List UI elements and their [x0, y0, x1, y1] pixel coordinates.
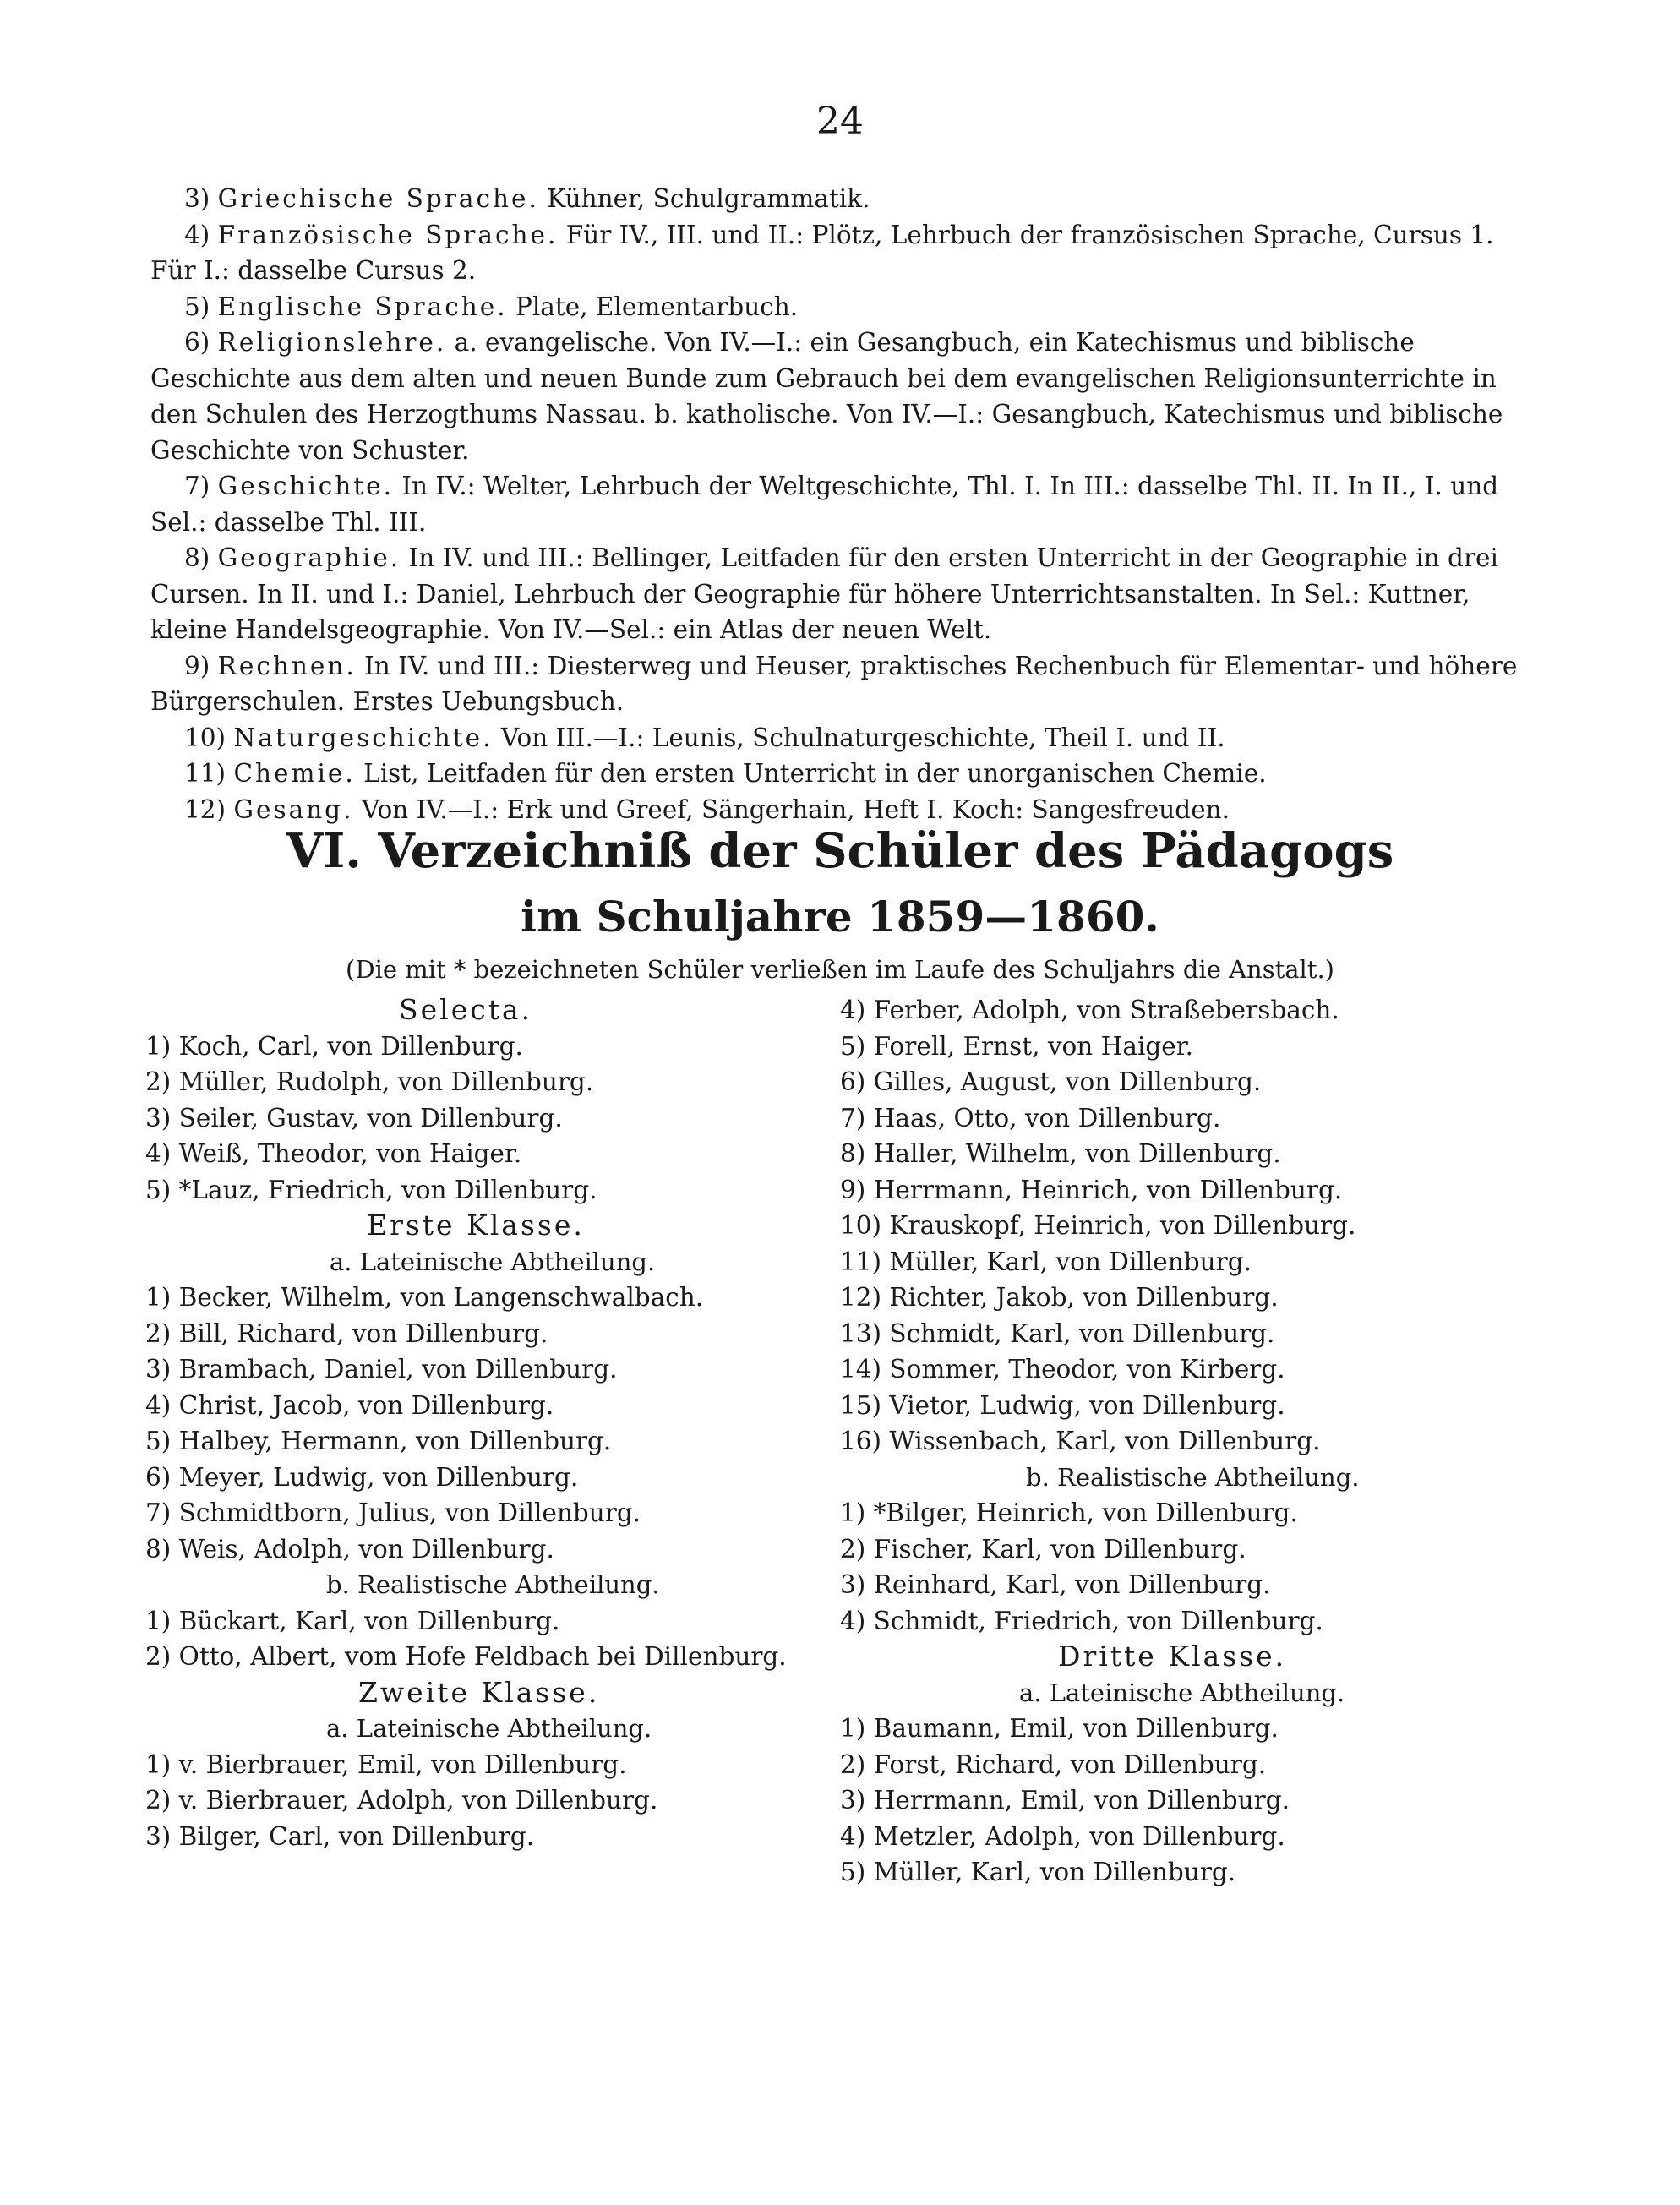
list-item: 16) Wissenbach, Karl, von Dillenburg. — [840, 1427, 1321, 1455]
list-item: 2) v. Bierbrauer, Adolph, von Dillenburg. — [145, 1786, 658, 1815]
subject-entry: 8) Geographie. In IV. und III.: Bellinger, Leitfaden für den ersten Unterricht in der Geographie in drei Cursen. In II. und I.: Daniel, Lehrbuch der Geographie für höhere Unterrichtsanstalten. In Sel.: Kuttner, kleine Handelsgeographie. Von IV.—Sel.: ein Atlas der neuen Welt. — [150, 543, 1498, 644]
list-item: 15) Vietor, Ludwig, von Dillenburg. — [840, 1390, 1285, 1420]
list-item: 4) Weiß, Theodor, von Haiger. — [145, 1139, 522, 1168]
class-title-erste: Erste Klasse. — [367, 1209, 585, 1242]
list-item: 14) Sommer, Theodor, von Kirberg. — [840, 1355, 1285, 1384]
class-title-selecta: Selecta. — [399, 993, 533, 1026]
subject-entry: 6) Religionslehre. a. evangelische. Von IV.—I.: ein Gesangbuch, ein Katechismus und biblische Geschichte aus dem alten und neuen Bunde zum Gebrauch bei dem evangelischen Religionsunterrichte in den Schulen des Herzogthums Nassau. b. katholische. Von IV.—I.: Gesangbuch, Katechismus und biblische Geschichte von Schuster. — [150, 328, 1503, 465]
list-item: 4) Schmidt, Friedrich, von Dillenburg. — [840, 1606, 1323, 1635]
list-item: 3) Bilger, Carl, von Dillenburg. — [145, 1821, 535, 1851]
division-title: a. Lateinische Abtheilung. — [1019, 1678, 1345, 1707]
list-item: 2) Bill, Richard, von Dillenburg. — [145, 1318, 548, 1348]
subject-entry: 10) Naturgeschichte. Von III.—I.: Leunis, Schulnaturgeschichte, Theil I. und II. — [184, 723, 1225, 752]
list-item: 4) Christ, Jacob, von Dillenburg. — [145, 1390, 554, 1420]
subject-entry: 3) Griechische Sprache. Kühner, Schulgrammatik. — [184, 184, 870, 213]
list-item: 7) Schmidtborn, Julius, von Dillenburg. — [145, 1498, 641, 1527]
division-title: a. Lateinische Abtheilung. — [330, 1247, 656, 1276]
list-item: 7) Haas, Otto, von Dillenburg. — [840, 1103, 1221, 1133]
subject-entry: 11) Chemie. List, Leitfaden für den ersten Unterricht in der unorganischen Chemie. — [184, 759, 1267, 788]
list-item: 2) Fischer, Karl, von Dillenburg. — [840, 1534, 1246, 1564]
list-item: 3) Brambach, Daniel, von Dillenburg. — [145, 1355, 618, 1384]
subject-entry: 5) Englische Sprache. Plate, Elementarbuch. — [184, 292, 799, 321]
list-item: 4) Ferber, Adolph, von Straßebersbach. — [840, 996, 1339, 1024]
list-item: 1) v. Bierbrauer, Emil, von Dillenburg. — [145, 1749, 627, 1779]
list-item: 8) Haller, Wilhelm, von Dillenburg. — [840, 1139, 1281, 1168]
list-item: 11) Müller, Karl, von Dillenburg. — [840, 1247, 1252, 1276]
list-item: 10) Krauskopf, Heinrich, von Dillenburg. — [840, 1211, 1356, 1240]
list-item: 4) Metzler, Adolph, von Dillenburg. — [840, 1821, 1285, 1851]
textbook-list — [150, 181, 1526, 827]
list-item: 9) Herrmann, Heinrich, von Dillenburg. — [840, 1175, 1343, 1204]
list-item: 5) *Lauz, Friedrich, von Dillenburg. — [145, 1175, 597, 1204]
list-item: 2) Otto, Albert, vom Hofe Feldbach bei Dillenburg. — [145, 1642, 787, 1671]
division-title: b. Realistische Abtheilung. — [326, 1570, 660, 1599]
section-heading: VI. Verzeichniß der Schüler des Pädagogs — [286, 823, 1394, 879]
list-item: 3) Herrmann, Emil, von Dillenburg. — [840, 1786, 1290, 1815]
list-item: 2) Müller, Rudolph, von Dillenburg. — [145, 1067, 594, 1096]
list-item: 12) Richter, Jakob, von Dillenburg. — [840, 1283, 1279, 1312]
list-item: 1) *Bilger, Heinrich, von Dillenburg. — [840, 1498, 1298, 1527]
page-number: 24 — [816, 100, 864, 143]
list-item: 6) Gilles, August, von Dillenburg. — [840, 1067, 1262, 1096]
subject-entry: 9) Rechnen. In IV. und III.: Diesterweg und Heuser, praktisches Rechenbuch für Elementar- und höhere Bürgerschulen. Erstes Uebungsbuch. — [150, 651, 1518, 716]
section-subheading: im Schuljahre 1859—1860. — [521, 892, 1159, 941]
division-title: a. Lateinische Abtheilung. — [326, 1714, 652, 1743]
subject-entry: 4) Französische Sprache. Für IV., III. und II.: Plötz, Lehrbuch der französischen Sprache, Cursus 1. Für I.: dasselbe Cursus 2. — [150, 220, 1494, 285]
list-item: 5) Forell, Ernst, von Haiger. — [840, 1031, 1193, 1061]
class-title-dritte: Dritte Klasse. — [1058, 1640, 1287, 1673]
list-item: 3) Seiler, Gustav, von Dillenburg. — [145, 1103, 563, 1133]
list-item: 2) Forst, Richard, von Dillenburg. — [840, 1749, 1267, 1779]
list-item: 1) Baumann, Emil, von Dillenburg. — [840, 1714, 1279, 1743]
division-title: b. Realistische Abtheilung. — [1026, 1462, 1360, 1492]
right-column — [840, 992, 1533, 1891]
list-item: 8) Weis, Adolph, von Dillenburg. — [145, 1534, 554, 1564]
subject-entry: 12) Gesang. Von IV.—I.: Erk und Greef, Sängerhain, Heft I. Koch: Sangesfreuden. — [184, 794, 1230, 824]
list-item: 13) Schmidt, Karl, von Dillenburg. — [840, 1318, 1275, 1348]
list-item: 1) Becker, Wilhelm, von Langenschwalbach. — [145, 1283, 704, 1312]
list-item: 3) Reinhard, Karl, von Dillenburg. — [840, 1570, 1271, 1599]
list-item: 5) Müller, Karl, von Dillenburg. — [840, 1858, 1236, 1886]
left-column — [145, 992, 838, 1854]
class-title-zweite: Zweite Klasse. — [358, 1675, 600, 1709]
list-item: 1) Bückart, Karl, von Dillenburg. — [145, 1606, 560, 1635]
list-item: 6) Meyer, Ludwig, von Dillenburg. — [145, 1462, 579, 1492]
list-item: 1) Koch, Carl, von Dillenburg. — [145, 1031, 523, 1061]
subject-entry: 7) Geschichte. In IV.: Welter, Lehrbuch der Weltgeschichte, Thl. I. In III.: dasselbe Thl. II. In II., I. und Sel.: dasselbe Thl. III. — [150, 472, 1499, 537]
section-note: (Die mit * bezeichneten Schüler verließen im Laufe des Schuljahrs die Anstalt.) — [346, 955, 1334, 984]
list-item: 5) Halbey, Hermann, von Dillenburg. — [145, 1427, 612, 1455]
